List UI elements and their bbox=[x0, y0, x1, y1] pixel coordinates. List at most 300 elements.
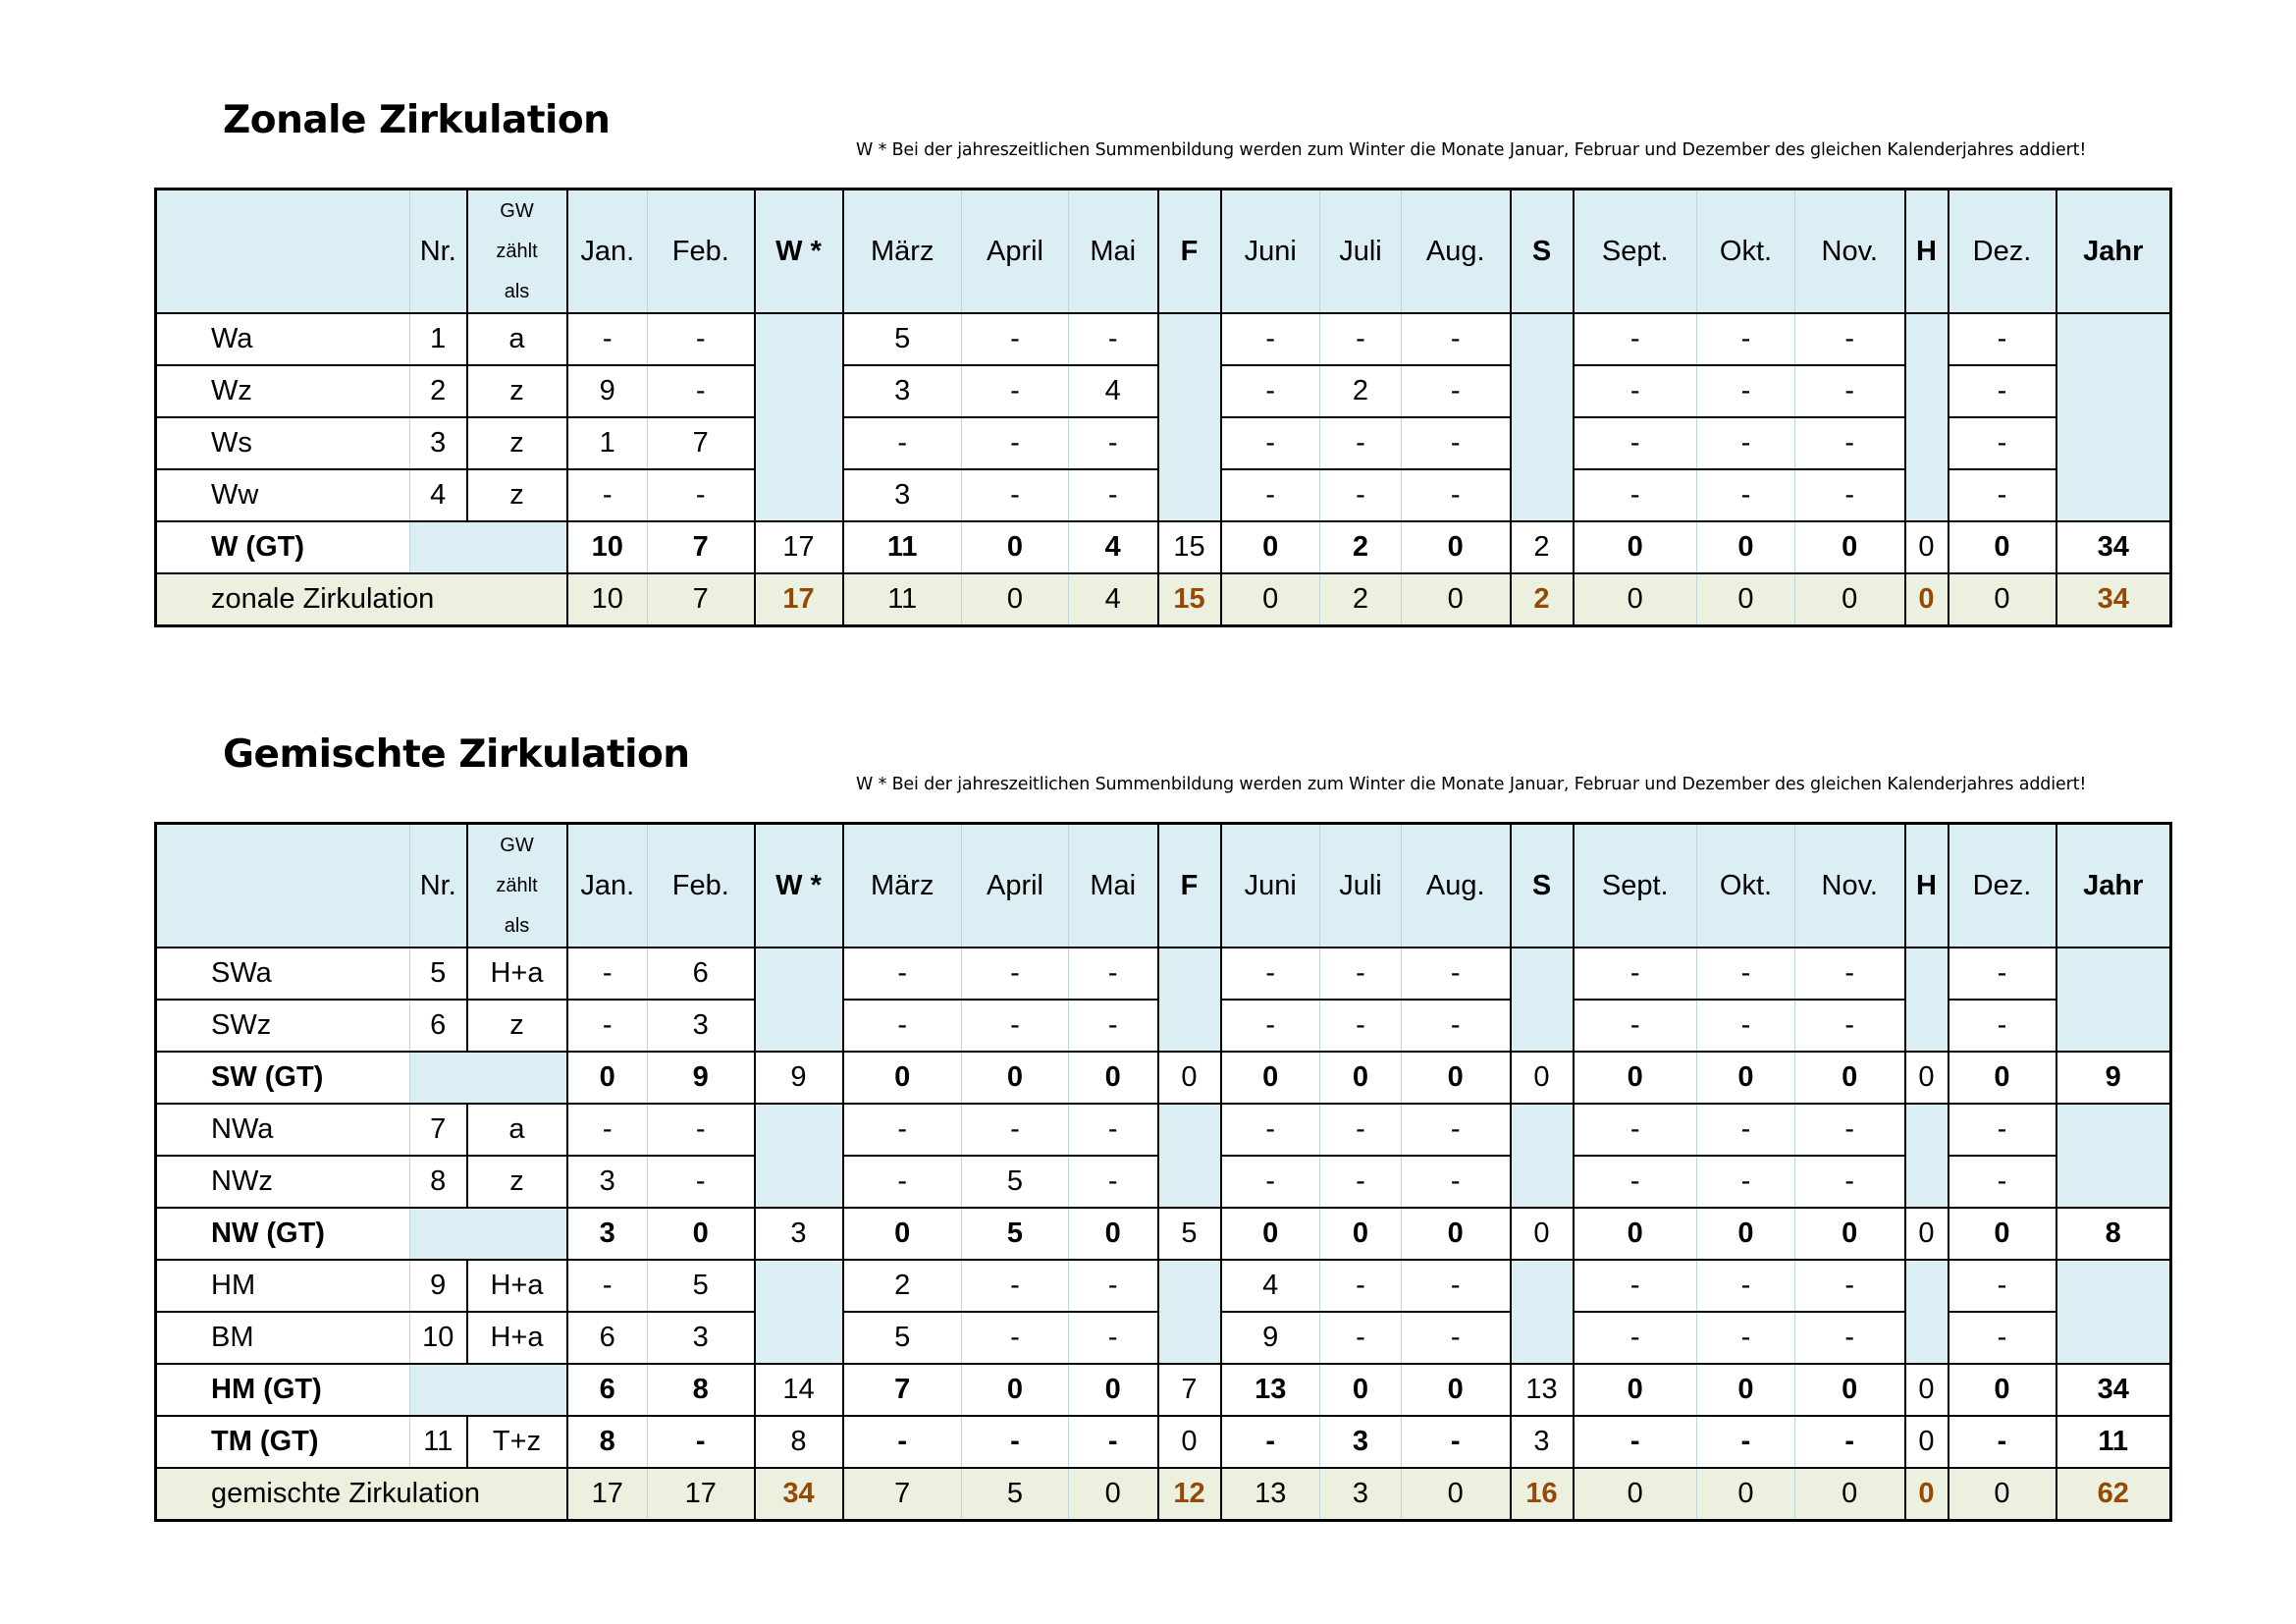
row-name: Wz bbox=[156, 365, 410, 417]
header-nr: Nr. bbox=[410, 189, 467, 314]
header-dez: Dez. bbox=[1949, 189, 2056, 314]
cell-herbst: 0 bbox=[1905, 1364, 1949, 1416]
cell-maerz: 11 bbox=[843, 573, 962, 626]
row-name: NWz bbox=[156, 1156, 410, 1208]
year-blank bbox=[2056, 365, 2171, 417]
cell-nov: 0 bbox=[1795, 1364, 1905, 1416]
row-gw: a bbox=[467, 313, 567, 365]
cell-nov: 0 bbox=[1795, 1052, 1905, 1104]
cell-feb: - bbox=[648, 365, 755, 417]
cell-winter: 34 bbox=[755, 1468, 843, 1521]
cell-feb: 17 bbox=[648, 1468, 755, 1521]
row-gw: z bbox=[467, 469, 567, 521]
cell-dez: - bbox=[1949, 1260, 2056, 1312]
cell-nov: 0 bbox=[1795, 573, 1905, 626]
cell-juni: - bbox=[1221, 365, 1320, 417]
year-blank bbox=[2056, 1260, 2171, 1312]
cell-jan: 3 bbox=[567, 1156, 648, 1208]
cell-jan: 10 bbox=[567, 573, 648, 626]
row-name: TM (GT) bbox=[156, 1416, 410, 1468]
mixed-table bbox=[154, 822, 2172, 1522]
cell-april: - bbox=[962, 365, 1069, 417]
cell-juli: - bbox=[1320, 1000, 1402, 1052]
header-mai: Mai bbox=[1069, 189, 1158, 314]
cell-sept: 0 bbox=[1574, 1208, 1697, 1260]
cell-mai: 0 bbox=[1069, 1364, 1158, 1416]
header-okt: Okt. bbox=[1697, 824, 1795, 948]
header-nov: Nov. bbox=[1795, 189, 1905, 314]
row-name: NWa bbox=[156, 1104, 410, 1156]
cell-sept: - bbox=[1574, 417, 1697, 469]
cell-jan: 10 bbox=[567, 521, 648, 573]
cell-aug: 0 bbox=[1402, 1208, 1511, 1260]
autumn-blank bbox=[1905, 1000, 1949, 1052]
header-jahr: Jahr bbox=[2056, 189, 2171, 314]
cell-sept: 0 bbox=[1574, 1052, 1697, 1104]
row-nr: 10 bbox=[410, 1312, 467, 1364]
cell-juni: - bbox=[1221, 1416, 1320, 1468]
row-name: BM bbox=[156, 1312, 410, 1364]
header-fruehling: F bbox=[1158, 189, 1221, 314]
cell-dez: - bbox=[1949, 313, 2056, 365]
row-gw: T+z bbox=[467, 1416, 567, 1468]
row-nr: 1 bbox=[410, 313, 467, 365]
cell-fruehling: 12 bbox=[1158, 1468, 1221, 1521]
cell-maerz: 3 bbox=[843, 365, 962, 417]
cell-dez: - bbox=[1949, 1416, 2056, 1468]
row-nr: 8 bbox=[410, 1156, 467, 1208]
cell-juli: - bbox=[1320, 1156, 1402, 1208]
winter-blank bbox=[755, 1260, 843, 1312]
header-winter: W * bbox=[755, 189, 843, 314]
cell-maerz: 5 bbox=[843, 313, 962, 365]
cell-sommer: 16 bbox=[1511, 1468, 1574, 1521]
group-total-row bbox=[156, 1364, 2171, 1416]
cell-jan: - bbox=[567, 313, 648, 365]
cell-juli: - bbox=[1320, 469, 1402, 521]
summer-blank bbox=[1511, 313, 1574, 365]
cell-sept: 0 bbox=[1574, 1364, 1697, 1416]
autumn-blank bbox=[1905, 1260, 1949, 1312]
spring-blank bbox=[1158, 417, 1221, 469]
cell-juli: - bbox=[1320, 313, 1402, 365]
year-blank bbox=[2056, 1000, 2171, 1052]
cell-winter: 17 bbox=[755, 521, 843, 573]
row-name: Ws bbox=[156, 417, 410, 469]
cell-jan: 6 bbox=[567, 1364, 648, 1416]
header-juli: Juli bbox=[1320, 189, 1402, 314]
cell-aug: - bbox=[1402, 1000, 1511, 1052]
cell-jan: - bbox=[567, 947, 648, 1000]
winter-blank bbox=[755, 947, 843, 1000]
cell-april: - bbox=[962, 417, 1069, 469]
cell-juli: 2 bbox=[1320, 521, 1402, 573]
cell-maerz: 2 bbox=[843, 1260, 962, 1312]
cell-mai: 0 bbox=[1069, 1468, 1158, 1521]
cell-jan: 6 bbox=[567, 1312, 648, 1364]
cell-nov: 0 bbox=[1795, 1468, 1905, 1521]
cell-okt: 0 bbox=[1697, 1468, 1795, 1521]
year-blank bbox=[2056, 1156, 2171, 1208]
header-juli: Juli bbox=[1320, 824, 1402, 948]
cell-juli: 3 bbox=[1320, 1416, 1402, 1468]
cell-april: 0 bbox=[962, 521, 1069, 573]
cell-herbst: 0 bbox=[1905, 521, 1949, 573]
summer-blank bbox=[1511, 1260, 1574, 1312]
spring-blank bbox=[1158, 365, 1221, 417]
winter-blank bbox=[755, 1000, 843, 1052]
cell-maerz: - bbox=[843, 1416, 962, 1468]
cell-jan: 9 bbox=[567, 365, 648, 417]
cell-mai: - bbox=[1069, 1104, 1158, 1156]
header-jahr: Jahr bbox=[2056, 824, 2171, 948]
cell-juni: 0 bbox=[1221, 1052, 1320, 1104]
spring-blank bbox=[1158, 1312, 1221, 1364]
cell-juli: 2 bbox=[1320, 573, 1402, 626]
cell-juni: - bbox=[1221, 417, 1320, 469]
header-row bbox=[156, 189, 2171, 314]
header-jan: Jan. bbox=[567, 189, 648, 314]
header-dez: Dez. bbox=[1949, 824, 2056, 948]
cell-mai: 0 bbox=[1069, 1052, 1158, 1104]
cell-okt: 0 bbox=[1697, 521, 1795, 573]
cell-sept: - bbox=[1574, 1104, 1697, 1156]
cell-mai: - bbox=[1069, 1000, 1158, 1052]
cell-april: - bbox=[962, 1000, 1069, 1052]
header-winter: W * bbox=[755, 824, 843, 948]
autumn-blank bbox=[1905, 1312, 1949, 1364]
circulation-total-row bbox=[156, 573, 2171, 626]
cell-feb: 6 bbox=[648, 947, 755, 1000]
cell-okt: - bbox=[1697, 1104, 1795, 1156]
cell-juni: 0 bbox=[1221, 573, 1320, 626]
cell-aug: - bbox=[1402, 313, 1511, 365]
cell-april: - bbox=[962, 947, 1069, 1000]
winter-blank bbox=[755, 469, 843, 521]
cell-okt: - bbox=[1697, 1156, 1795, 1208]
cell-maerz: - bbox=[843, 1000, 962, 1052]
cell-nov: - bbox=[1795, 365, 1905, 417]
cell-fruehling: 5 bbox=[1158, 1208, 1221, 1260]
row-gw: H+a bbox=[467, 1260, 567, 1312]
cell-feb: - bbox=[648, 313, 755, 365]
autumn-blank bbox=[1905, 417, 1949, 469]
row-name: SWz bbox=[156, 1000, 410, 1052]
summer-blank bbox=[1511, 1000, 1574, 1052]
cell-juli: 0 bbox=[1320, 1208, 1402, 1260]
header-gw: GW zählt als bbox=[467, 189, 567, 314]
cell-april: - bbox=[962, 1416, 1069, 1468]
table-row bbox=[156, 1000, 2171, 1052]
cell-feb: 3 bbox=[648, 1312, 755, 1364]
cell-april: 5 bbox=[962, 1468, 1069, 1521]
header-name bbox=[156, 824, 410, 948]
header-sommer: S bbox=[1511, 189, 1574, 314]
cell-sommer: 3 bbox=[1511, 1416, 1574, 1468]
cell-mai: - bbox=[1069, 947, 1158, 1000]
cell-feb: 7 bbox=[648, 521, 755, 573]
header-april: April bbox=[962, 189, 1069, 314]
cell-feb: 8 bbox=[648, 1364, 755, 1416]
cell-nov: - bbox=[1795, 947, 1905, 1000]
summer-blank bbox=[1511, 469, 1574, 521]
header-row bbox=[156, 824, 2171, 948]
gt-blank bbox=[410, 1052, 567, 1104]
cell-dez: - bbox=[1949, 469, 2056, 521]
cell-mai: - bbox=[1069, 469, 1158, 521]
cell-aug: - bbox=[1402, 1260, 1511, 1312]
autumn-blank bbox=[1905, 469, 1949, 521]
summer-blank bbox=[1511, 1104, 1574, 1156]
autumn-blank bbox=[1905, 313, 1949, 365]
year-blank bbox=[2056, 313, 2171, 365]
header-okt: Okt. bbox=[1697, 189, 1795, 314]
cell-feb: 5 bbox=[648, 1260, 755, 1312]
cell-juli: - bbox=[1320, 1312, 1402, 1364]
row-gw: a bbox=[467, 1104, 567, 1156]
cell-jan: 1 bbox=[567, 417, 648, 469]
cell-sommer: 0 bbox=[1511, 1052, 1574, 1104]
cell-juni: 0 bbox=[1221, 521, 1320, 573]
cell-nov: - bbox=[1795, 313, 1905, 365]
cell-juni: - bbox=[1221, 1156, 1320, 1208]
cell-juli: 0 bbox=[1320, 1052, 1402, 1104]
cell-maerz: - bbox=[843, 1156, 962, 1208]
winter-blank bbox=[755, 1156, 843, 1208]
cell-herbst: 0 bbox=[1905, 1208, 1949, 1260]
header-fruehling: F bbox=[1158, 824, 1221, 948]
cell-feb: 9 bbox=[648, 1052, 755, 1104]
cell-nov: - bbox=[1795, 1312, 1905, 1364]
cell-dez: - bbox=[1949, 1000, 2056, 1052]
cell-dez: 0 bbox=[1949, 1364, 2056, 1416]
summer-blank bbox=[1511, 947, 1574, 1000]
total-label: zonale Zirkulation bbox=[156, 573, 567, 626]
summer-blank bbox=[1511, 365, 1574, 417]
header-gw: GW zählt als bbox=[467, 824, 567, 948]
cell-okt: - bbox=[1697, 1260, 1795, 1312]
cell-juni: - bbox=[1221, 469, 1320, 521]
cell-mai: - bbox=[1069, 1156, 1158, 1208]
table-row bbox=[156, 1156, 2171, 1208]
cell-fruehling: 0 bbox=[1158, 1052, 1221, 1104]
cell-dez: - bbox=[1949, 417, 2056, 469]
cell-aug: - bbox=[1402, 1104, 1511, 1156]
table-row bbox=[156, 1260, 2171, 1312]
table-row bbox=[156, 1104, 2171, 1156]
winter-blank bbox=[755, 1104, 843, 1156]
year-blank bbox=[2056, 1104, 2171, 1156]
cell-april: 5 bbox=[962, 1156, 1069, 1208]
cell-okt: - bbox=[1697, 1000, 1795, 1052]
cell-mai: - bbox=[1069, 313, 1158, 365]
header-herbst: H bbox=[1905, 189, 1949, 314]
cell-sept: - bbox=[1574, 1416, 1697, 1468]
cell-juli: - bbox=[1320, 417, 1402, 469]
cell-feb: - bbox=[648, 1104, 755, 1156]
row-nr: 9 bbox=[410, 1260, 467, 1312]
cell-jan: - bbox=[567, 1000, 648, 1052]
cell-april: 0 bbox=[962, 573, 1069, 626]
spring-blank bbox=[1158, 1260, 1221, 1312]
cell-dez: - bbox=[1949, 947, 2056, 1000]
cell-jahr: 9 bbox=[2056, 1052, 2171, 1104]
zonal-title: Zonale Zirkulation bbox=[223, 98, 611, 142]
row-gw: H+a bbox=[467, 1312, 567, 1364]
cell-dez: 0 bbox=[1949, 1468, 2056, 1521]
gt-blank bbox=[410, 521, 567, 573]
cell-okt: - bbox=[1697, 947, 1795, 1000]
cell-sommer: 2 bbox=[1511, 521, 1574, 573]
row-nr: 6 bbox=[410, 1000, 467, 1052]
cell-feb: 7 bbox=[648, 417, 755, 469]
row-nr: 5 bbox=[410, 947, 467, 1000]
autumn-blank bbox=[1905, 365, 1949, 417]
cell-sommer: 2 bbox=[1511, 573, 1574, 626]
cell-jan: 8 bbox=[567, 1416, 648, 1468]
cell-winter: 3 bbox=[755, 1208, 843, 1260]
cell-mai: 4 bbox=[1069, 365, 1158, 417]
header-aug: Aug. bbox=[1402, 189, 1511, 314]
winter-note: W * Bei der jahreszeitlichen Summenbildung werden zum Winter die Monate Januar, Februar und Dezember des gleichen Kalenderjahres addiert! bbox=[856, 775, 2087, 794]
row-name: NW (GT) bbox=[156, 1208, 410, 1260]
cell-dez: - bbox=[1949, 365, 2056, 417]
spring-blank bbox=[1158, 469, 1221, 521]
cell-sept: 0 bbox=[1574, 573, 1697, 626]
cell-herbst: 0 bbox=[1905, 573, 1949, 626]
cell-sept: - bbox=[1574, 1000, 1697, 1052]
cell-maerz: - bbox=[843, 1104, 962, 1156]
cell-juni: 9 bbox=[1221, 1312, 1320, 1364]
table-row bbox=[156, 313, 2171, 365]
cell-juni: - bbox=[1221, 1104, 1320, 1156]
cell-mai: 4 bbox=[1069, 521, 1158, 573]
zonal-table bbox=[154, 188, 2172, 627]
row-name: HM bbox=[156, 1260, 410, 1312]
circulation-total-row bbox=[156, 1468, 2171, 1521]
cell-juli: 2 bbox=[1320, 365, 1402, 417]
cell-sept: - bbox=[1574, 313, 1697, 365]
cell-aug: - bbox=[1402, 469, 1511, 521]
winter-note: W * Bei der jahreszeitlichen Summenbildung werden zum Winter die Monate Januar, Februar und Dezember des gleichen Kalenderjahres addiert! bbox=[856, 140, 2087, 160]
cell-aug: 0 bbox=[1402, 1468, 1511, 1521]
group-total-row bbox=[156, 1052, 2171, 1104]
spring-blank bbox=[1158, 1000, 1221, 1052]
cell-mai: 0 bbox=[1069, 1208, 1158, 1260]
cell-jan: 17 bbox=[567, 1468, 648, 1521]
cell-maerz: - bbox=[843, 417, 962, 469]
cell-aug: - bbox=[1402, 1156, 1511, 1208]
header-herbst: H bbox=[1905, 824, 1949, 948]
row-nr: 7 bbox=[410, 1104, 467, 1156]
winter-blank bbox=[755, 313, 843, 365]
row-nr: 3 bbox=[410, 417, 467, 469]
header-sept: Sept. bbox=[1574, 189, 1697, 314]
header-jan: Jan. bbox=[567, 824, 648, 948]
cell-sept: - bbox=[1574, 1156, 1697, 1208]
cell-maerz: 7 bbox=[843, 1468, 962, 1521]
cell-juni: 0 bbox=[1221, 1208, 1320, 1260]
cell-sommer: 13 bbox=[1511, 1364, 1574, 1416]
row-name: SW (GT) bbox=[156, 1052, 410, 1104]
cell-mai: 4 bbox=[1069, 573, 1158, 626]
cell-april: - bbox=[962, 1312, 1069, 1364]
cell-jahr: 34 bbox=[2056, 573, 2171, 626]
cell-sept: - bbox=[1574, 469, 1697, 521]
table-row bbox=[156, 417, 2171, 469]
cell-juli: 3 bbox=[1320, 1468, 1402, 1521]
cell-juli: - bbox=[1320, 1260, 1402, 1312]
cell-sept: - bbox=[1574, 947, 1697, 1000]
cell-dez: 0 bbox=[1949, 1208, 2056, 1260]
cell-dez: 0 bbox=[1949, 521, 2056, 573]
row-gw: z bbox=[467, 1156, 567, 1208]
cell-nov: - bbox=[1795, 1104, 1905, 1156]
cell-okt: - bbox=[1697, 1416, 1795, 1468]
cell-okt: - bbox=[1697, 469, 1795, 521]
cell-aug: 0 bbox=[1402, 1364, 1511, 1416]
header-nov: Nov. bbox=[1795, 824, 1905, 948]
cell-nov: - bbox=[1795, 417, 1905, 469]
cell-fruehling: 15 bbox=[1158, 521, 1221, 573]
cell-winter: 9 bbox=[755, 1052, 843, 1104]
cell-winter: 17 bbox=[755, 573, 843, 626]
cell-feb: - bbox=[648, 1416, 755, 1468]
gt-blank bbox=[410, 1208, 567, 1260]
spring-blank bbox=[1158, 313, 1221, 365]
cell-maerz: 11 bbox=[843, 521, 962, 573]
cell-feb: 3 bbox=[648, 1000, 755, 1052]
row-name: HM (GT) bbox=[156, 1364, 410, 1416]
cell-sept: 0 bbox=[1574, 1468, 1697, 1521]
cell-mai: - bbox=[1069, 417, 1158, 469]
cell-jan: - bbox=[567, 469, 648, 521]
cell-mai: - bbox=[1069, 1260, 1158, 1312]
cell-juli: - bbox=[1320, 947, 1402, 1000]
table-row bbox=[156, 365, 2171, 417]
cell-aug: - bbox=[1402, 1416, 1511, 1468]
header-april: April bbox=[962, 824, 1069, 948]
spring-blank bbox=[1158, 947, 1221, 1000]
cell-juni: - bbox=[1221, 1000, 1320, 1052]
cell-aug: - bbox=[1402, 947, 1511, 1000]
cell-maerz: 0 bbox=[843, 1208, 962, 1260]
cell-maerz: 7 bbox=[843, 1364, 962, 1416]
cell-jan: - bbox=[567, 1104, 648, 1156]
cell-feb: 7 bbox=[648, 573, 755, 626]
row-gw: z bbox=[467, 417, 567, 469]
cell-april: - bbox=[962, 1260, 1069, 1312]
cell-aug: - bbox=[1402, 1312, 1511, 1364]
table-row bbox=[156, 1312, 2171, 1364]
header-maerz: März bbox=[843, 189, 962, 314]
table-row bbox=[156, 469, 2171, 521]
year-blank bbox=[2056, 417, 2171, 469]
winter-blank bbox=[755, 417, 843, 469]
spring-blank bbox=[1158, 1156, 1221, 1208]
cell-nov: 0 bbox=[1795, 521, 1905, 573]
header-mai: Mai bbox=[1069, 824, 1158, 948]
cell-juli: - bbox=[1320, 1104, 1402, 1156]
summer-blank bbox=[1511, 417, 1574, 469]
cell-aug: 0 bbox=[1402, 1052, 1511, 1104]
header-maerz: März bbox=[843, 824, 962, 948]
cell-jahr: 34 bbox=[2056, 1364, 2171, 1416]
cell-fruehling: 0 bbox=[1158, 1416, 1221, 1468]
row-name: Ww bbox=[156, 469, 410, 521]
autumn-blank bbox=[1905, 947, 1949, 1000]
year-blank bbox=[2056, 1312, 2171, 1364]
